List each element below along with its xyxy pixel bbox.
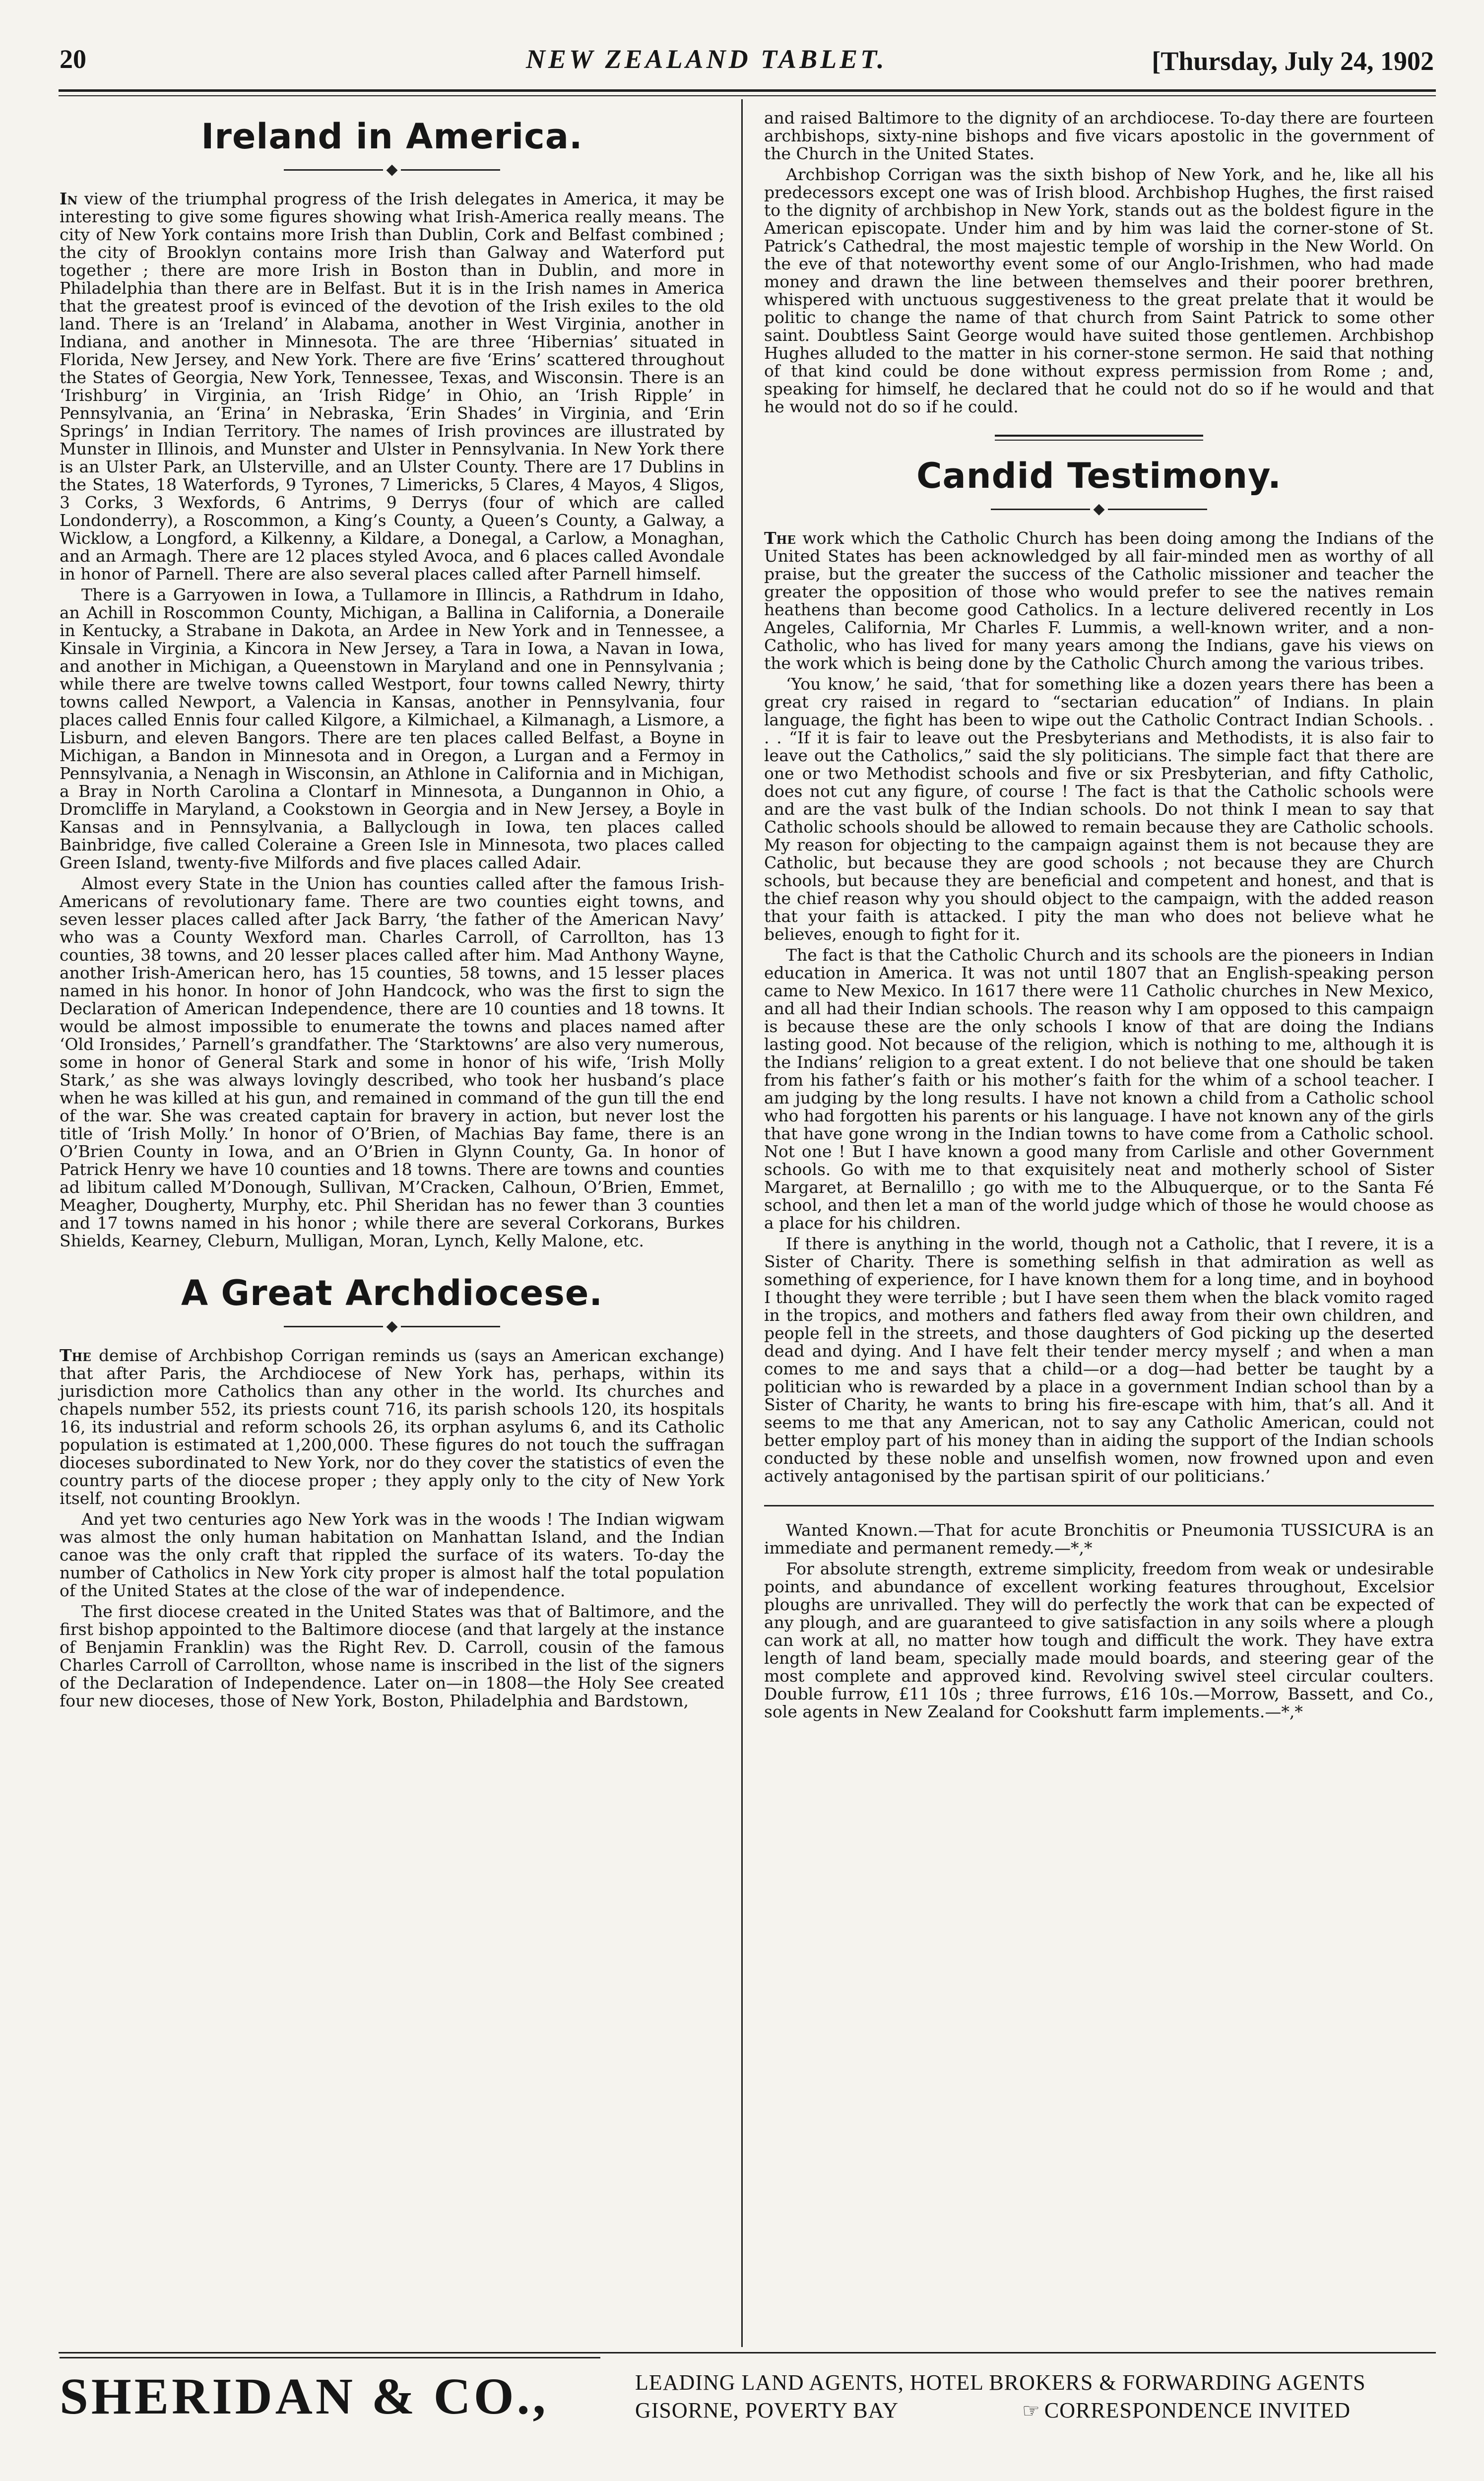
article-paragraph: If there is anything in the world, though not a Catholic, that I revere, it is a Sister of Charity. There is something selfish in that admiration as well as something of experience, for I have known them for a long time, and in boyhood I thought they were terrible ; but I have seen them when the black vomito raged in the tropics, and mothers and fathers fled away from their own children, and people fell in the streets, and those daughters of God picking up the deserted dead and dying. And I have felt their tender mercy myself ; and when a man comes to me and says that a child—or a dog—had better be taught by a politician who is rewarded by a place in a government Indian school than by a Sister of Charity, he wants to bring his fire-escape with him, that’s all. And it seems to me that any American, not to say any Catholic American, could not better employ part of his money than in aiding the support of the Indian schools conducted by these noble and unselfish women, now frowned upon and even actively antagonised by the partisan spirit of our politicians.’ [764,1234,1434,1486]
diamond-icon: ◆ [1093,500,1105,518]
firm-services: LEADING LAND AGENTS, HOTEL BROKERS & FORWARDING AGENTS [635,2370,1366,2395]
firm-name: SHERIDAN & CO., [60,2367,549,2426]
title-ornament [60,162,724,177]
pointing-hand-icon: ☞ [1022,2400,1040,2422]
page-number: 20 [60,44,86,74]
masthead-rule-thin [59,95,1436,96]
advertisement-rule [764,1505,1434,1506]
title-ornament [764,501,1434,517]
title-ornament [60,1318,724,1334]
masthead-rule [59,89,1436,92]
article-paragraph: The first diocese created in the United States was that of Baltimore, and the first bishop appointed to the Baltimore diocese (and that largely at the instance of Benjamin Franklin) was the Right Rev. D. Carroll, cousin of the famous Charles Carroll of Carrollton, whose name is inscribed in the list of the signers of the Declaration of Independence. Later on—in 1808—the Holy See created four new dioceses, those of New York, Boston, Philadelphia and Bardstown, [60,1602,724,1710]
masthead [60,39,1434,83]
advertisement-ploughs: For absolute strength, extreme simplicity, freedom from weak or undesirable points, and abundance of excellent working features throughout, Excelsior ploughs are unrivalled. They will do perfectly the work that can be expected of any plough, and are guaranteed to give satisfaction in any soils where a plough can work at all, no matter how tough and difficult the work. They have extra length of land beam, specially made mould boards, and steering gear of the most complete and approved kind. Revolving swivel steel circular coulters. Double furrow, £11 10s ; three furrows, £16 10s.—Morrow, Bassett, and Co., sole agents in New Zealand for Cookshutt farm implements.—*,* [764,1559,1434,1721]
footer-rule [59,2352,1436,2353]
advertisement-tussicura: Wanted Known.—That for acute Bronchitis or Pneumonia TUSSICURA is an immediate and permanent remedy.—*,* [764,1520,1434,1558]
diamond-icon: ◆ [386,1317,398,1335]
column-divider [741,99,743,2347]
article-paragraph: ‘You know,’ he said, ‘that for something like a dozen years there has been a great cry raised in regard to “sectarian education” of Indians. In plain language, the fight has been to wipe out the Catholic Contract Indian Schools. . . . “If it is fair to leave out the Presbyterians and Methodists, it is also fair to leave out the Catholics,” said the sly politicians. The simple fact that there are one or two Methodist schools and five or six Presbyterian, and fifty Catholic, does not cut any figure, of course ! The fact is that the Catholic schools were and are the vast bulk of the Indian schools. Do not think I mean to say that Catholic schools should be allowed to remain because they are Catholic schools. My reason for objecting to the campaign against them is not because they are Catholic, but because they are good schools ; not because they are Church schools, but because they are beneficial and competent and honest, and that is the chief reason why you should object to the campaign, with the added reason that your faith is attacked. I pity the man who does not believe what he believes, enough to fight for it. [764,674,1434,944]
diamond-icon: ◆ [386,161,398,178]
paper-name: NEW ZEALAND TABLET. [526,44,887,74]
article-paragraph: Almost every State in the Union has counties called after the famous Irish-Americans of revolutionary fame. There are two counties eight towns, and seven lesser places called after Jack Barry, ‘the father of the American Navy’ who was a County Wexford man. Charles Carroll, of Carrollton, has 13 counties, 38 towns, and 20 lesser places called after him. Mad Anthony Wayne, another Irish-American hero, has 15 counties, 58 towns, and 15 lesser places named in his honor. In honor of John Handcock, who was the first to sign the Declaration of American Independence, there are 10 counties and 18 towns. It would be almost impossible to enumerate the towns and places named after ‘Old Ironsides,’ Parnell’s grandfather. The ‘Starktowns’ are also very numerous, some in honor of General Stark and some in honor of his wife, ‘Irish Molly Stark,’ as she was always lovingly described, who took her husband’s place when he was killed at his gun, and remained in command of the gun till the end of the war. She was created captain for bravery in action, but never lost the title of ‘Irish Molly.’ In honor of O’Brien, of Machias Bay fame, there is an O’Brien County in Iowa, and an O’Brien in Glynn County, Ga. In honor of Patrick Henry we have 10 counties and 18 towns. There are towns and counties ad libitum called M’Donough, Sullivan, M’Cracken, Calhoun, O’Brien, Emmet, Meagher, Dougherty, Murphy, etc. Phil Sheridan has no fewer than 3 counties and 17 towns named in his honor ; while there are several Corkorans, Burkes Shields, Kearney, Cleburn, Mulligan, Moran, Lynch, Kelly Malone, etc. [60,874,724,1250]
article-paragraph: and raised Baltimore to the dignity of an archdiocese. To-day there are fourteen archbishops, sixty-nine bishops and five vicars apostolic in the government of the Church in the United States. [764,108,1434,163]
article-paragraph: The work which the Catholic Church has been doing among the Indians of the United States has been acknowledged by all fair-minded men as worthy of all praise, but the greater the success of the Catholic missioner and teacher the greater the opposition of those who would prefer to see the natives remain heathens than become good Catholics. In a lecture delivered recently in Los Angeles, California, Mr Charles F. Lummis, a well-known writer, and a non-Catholic, who has lived for many years among the Indians, gave his views on the work which is being done by the Catholic Church among the various tribes. [764,528,1434,673]
article-title-candid: Candid Testimony. [916,456,1282,496]
article-paragraph: And yet two centuries ago New York was in the woods ! The Indian wigwam was almost the only human habitation on Manhattan Island, and the Indian canoe was the only craft that rippled the surface of its waters. To-day the number of Catholics in New York city proper is almost half the total population of the United States at the close of the war of independence. [60,1509,724,1600]
issue-date: [Thursday, July 24, 1902 [1152,46,1434,76]
article-title-archdiocese: A Great Archdiocese. [181,1273,603,1313]
article-paragraph: Archbishop Corrigan was the sixth bishop of New York, and he, like all his predecessors except one was of Irish blood. Archbishop Hughes, the first raised to the dignity of archbishop in New York, stands out as the boldest figure in the American episcopate. Under him and by him was laid the corner-stone of St. Patrick’s Cathedral, the most majestic temple of worship in the New World. On the eve of that noteworthy event some of our Anglo-Irishmen, who had made money and drawn the line between themselves and their poorer brethren, whispered with unctuous suggestiveness to the great prelate that it would be politic to change the name of that church from Saint Patrick to some other saint. Doubtless Saint George would have suited those gentlemen. Archbishop Hughes alluded to the matter in his corner-stone sermon. He said that nothing of that kind could be done without express permission from Rome ; and, speaking for himself, he declared that he could not do so if he would and that he would not do so if he could. [764,165,1434,416]
right-column [764,104,1434,1724]
firm-location: GISORNE, POVERTY BAY [635,2398,899,2422]
footer-advert [60,2367,1434,2466]
firm-contact: ☞ CORRESPONDENCE INVITED [1022,2398,1351,2422]
left-column [60,104,724,1713]
article-paragraph: The demise of Archbishop Corrigan reminds us (says an American exchange) that after Paris, the Archdiocese of New York has, perhaps, within its jurisdiction more Catholics than any other in the world. Its churches and chapels number 552, its priests count 716, its parish schools 120, its hospitals 16, its industrial and reform schools 26, its orphan asylums 6, and its Catholic population is estimated at 1,200,000. These figures do not touch the suffragan dioceses subordinated to New York, nor do they cover the statistics of even the country parts of the diocese proper ; they apply only to the city of New York itself, not counting Brooklyn. [60,1346,724,1508]
article-title-ireland: Ireland in America. [201,116,583,157]
article-paragraph: In view of the triumphal progress of the Irish delegates in America, it may be interesting to give some figures showing what Irish-America really means. The city of New York contains more Irish than Dublin, Cork and Belfast combined ; the city of Brooklyn contains more Irish than Galway and Waterford put together ; there are more Irish in Boston than in Dublin, and more in Philadelphia than there are in Belfast. But it is in the Irish names in America that the greatest proof is evinced of the devotion of the Irish exiles to the old land. There is an ‘Ireland’ in Alabama, another in West Virginia, another in Indiana, and another in Minnesota. The are three ‘Hibernias’ situated in Florida, New Jersey, and New York. There are five ‘Erins’ scattered throughout the States of Georgia, New York, Tennessee, Texas, and Wisconsin. There is an ‘Irishburg’ in Virginia, an ‘Irish Ridge’ in Ohio, an ‘Irish Ripple’ in Pennsylvania, an ‘Erina’ in Nebraska, ‘Erin Shades’ in Virginia, and ‘Erin Springs’ in Indian Territory. The names of Irish provinces are illustrated by Munster in Illinois, and Munster and Ulster in Pennsylvania. In New York there is an Ulster Park, an Ulsterville, and an Ulster County. There are 17 Dublins in the States, 18 Waterfords, 9 Tyrones, 7 Limericks, 5 Clares, 4 Mayos, 4 Sligos, 3 Corks, 3 Wexfords, 6 Antrims, 9 Derrys (four of which are called Londonderry), a Roscommon, a King’s County, a Queen’s County, a Galway, a Wicklow, a Longford, a Kilkenny, a Kildare, a Donegal, a Carlow, a Monaghan, and an Armagh. There are 12 places styled Avoca, and 6 places called Avondale in honor of Parnell. There are also several places called after Parnell himself. [60,189,724,584]
article-paragraph: The fact is that the Catholic Church and its schools are the pioneers in Indian education in America. It was not until 1807 that an English-speaking person came to New Mexico. In 1617 there were 11 Catholic churches in New Mexico, and all had their Indian schools. The reason why I am opposed to this campaign is because these are the only schools I know of that are doing the Indians lasting good. Not because of the religion, which is nothing to me, although it is the Indians’ religion to a great extent. I do not believe that one should be taken from his father’s faith or his mother’s faith for the whim of a school teacher. I am judging by the long results. I have not known a child from a Catholic school who had forgotten his parents or his language. I have not known any of the girls that have gone wrong in the Indian towns to have come from a Catholic school. Not one ! But I have known a good many from Carlisle and other Government schools. Go with me to that exquisitely neat and motherly school of Sister Margaret, at Bernalillo ; go with me to the Albuquerque, or to the Santa Fé school, and then let a man of the world judge which of those he would choose as a place for his children. [764,945,1434,1233]
article-paragraph: There is a Garryowen in Iowa, a Tullamore in Illincis, a Rathdrum in Idaho, an Achill in Roscommon County, Michigan, a Ballina in California, a Doneraile in Kentucky, a Strabane in Dakota, an Ardee in New York and in Tennessee, a Kinsale in Virginia, a Kincora in New Jersey, a Tara in Iowa, a Navan in Iowa, and another in Michigan, a Queenstown in Maryland and one in Pennsylvania ; while there are twelve towns called Westport, four towns called Newry, thirty towns called Newport, a Valencia in Kansas, another in Pennsylvania, four places called Ennis four called Kilgore, a Kilmichael, a Kilmanagh, a Lismore, a Lisburn, and eleven Bangors. There are ten places called Belfast, a Boyne in Michigan, a Bandon in Minnesota and in Oregon, a Lurgan and a Fermoy in Pennsylvania, a Nenagh in Wisconsin, an Athlone in California and in Michigan, a Bray in North Carolina a Clontarf in Minnesota, a Dungannon in Ohio, a Dromcliffe in Maryland, a Cookstown in Georgia and in New Jersey, a Boyle in Kansas and in Pennsylvania, a Ballyclough in Iowa, ten places called Bainbridge, five called Coleraine a Green Isle in Minnesota, two places called Green Island, twenty-five Milfords and five places called Adair. [60,585,724,872]
section-separator [995,435,1203,441]
